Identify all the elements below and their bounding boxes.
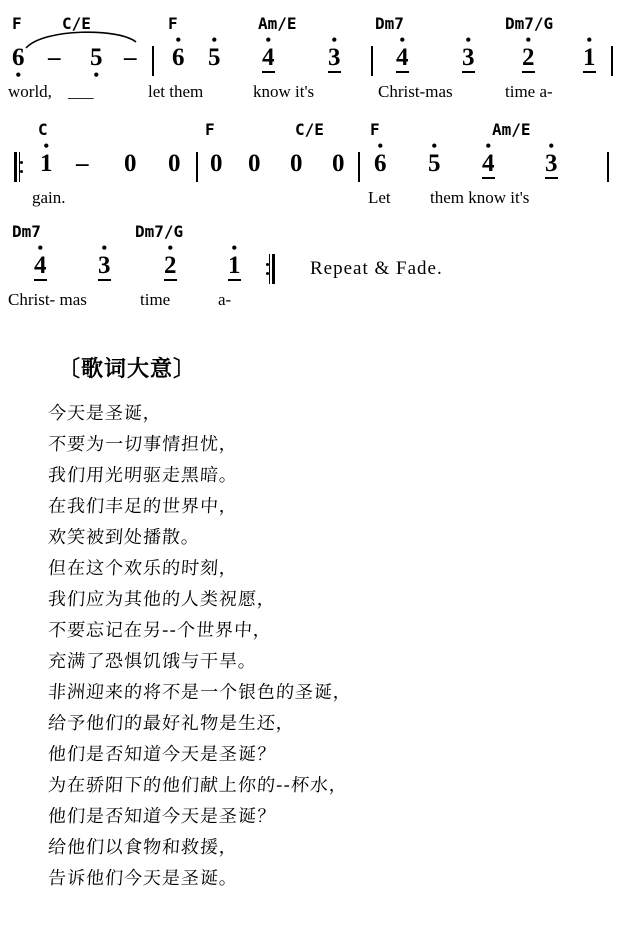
score-area <box>0 0 640 330</box>
translation-line: 他们是否知道今天是圣诞？ <box>47 806 277 827</box>
translation-line: 非洲迎来的将不是一个银色的圣诞， <box>47 682 353 703</box>
chord-symbol: Dm7 <box>12 222 41 241</box>
chord-symbol: F <box>205 120 215 139</box>
barline <box>196 152 198 182</box>
note: • 4 <box>396 32 409 71</box>
chord-row-3 <box>0 222 640 246</box>
note: • 5 <box>90 44 103 84</box>
note-row-1 <box>0 32 640 84</box>
translation-line: 不要忘记在另--个世界中， <box>47 620 273 641</box>
lyric-syllable: time <box>140 290 171 309</box>
note: • 2 <box>522 32 535 71</box>
note-row-3 <box>0 240 640 292</box>
repeat-and-fade-marking: Repeat & Fade. <box>310 258 443 279</box>
note: • 4 <box>482 138 495 177</box>
note-rest: 0 <box>124 150 137 177</box>
note: • 4 <box>262 32 275 71</box>
chord-symbol: F <box>370 120 380 139</box>
lyric-syllable: let them <box>148 82 204 101</box>
barline <box>611 46 613 76</box>
score-system-1 <box>0 0 640 104</box>
lyric-syllable: Christ-mas <box>378 82 453 101</box>
barline <box>371 46 373 76</box>
repeat-end-barline <box>266 254 275 284</box>
lyric-syllable: gain. <box>32 188 66 207</box>
note: • 5 <box>428 138 441 177</box>
note: • 6 <box>12 44 25 84</box>
note: • 3 <box>98 240 111 279</box>
translation-heading: 〔歌词大意〕 <box>58 357 197 382</box>
note: • 1 <box>228 240 241 279</box>
note-dash: – <box>124 44 137 71</box>
translation-line: 为在骄阳下的他们献上你的--杯水， <box>47 775 349 796</box>
score-system-3 <box>0 212 640 322</box>
chord-symbol: Am/E <box>258 14 297 33</box>
note-rest: 0 <box>248 150 261 177</box>
barline <box>152 46 154 76</box>
chord-symbol: F <box>12 14 22 33</box>
translation-line: 但在这个欢乐的时刻， <box>47 558 239 579</box>
note: • 1 <box>40 138 53 177</box>
translation-line: 告诉他们今天是圣诞。 <box>47 868 239 889</box>
chord-symbol: C/E <box>295 120 324 139</box>
lyric-syllable: time a- <box>505 82 553 101</box>
lyric-syllable: Let <box>368 188 391 207</box>
lyric-syllable: world, <box>8 82 52 101</box>
note-rest: 0 <box>332 150 345 177</box>
note-rest: 0 <box>210 150 223 177</box>
translation-line: 在我们丰足的世界中， <box>47 496 239 517</box>
translation-line: 他们是否知道今天是圣诞？ <box>47 744 277 765</box>
translation-line: 我们应为其他的人类祝愿， <box>47 589 277 610</box>
note-dash: – <box>76 150 89 177</box>
note-rest: 0 <box>168 150 181 177</box>
score-system-2 <box>0 104 640 212</box>
chord-symbol: C/E <box>62 14 91 33</box>
translation-line: 欢笑被到处播散。 <box>47 527 201 548</box>
translation-line: 给予他们的最好礼物是生还， <box>47 713 296 734</box>
translation-line: 给他们以食物和救援， <box>47 837 239 858</box>
lyric-extender: ___ <box>68 82 94 101</box>
note: • 1 <box>583 32 596 71</box>
translation-line: 今天是圣诞， <box>47 403 163 424</box>
translation-line: 充满了恐惧饥饿与干旱。 <box>47 651 258 672</box>
chord-row-2 <box>0 120 640 144</box>
barline <box>607 152 609 182</box>
repeat-start-barline <box>14 152 23 182</box>
chord-symbol: C <box>38 120 48 139</box>
lyric-syllable: a- <box>218 290 232 309</box>
chord-symbol: F <box>168 14 178 33</box>
note: • 5 <box>208 32 221 71</box>
chord-symbol: Am/E <box>492 120 531 139</box>
barline <box>358 152 360 182</box>
chord-symbol: Dm7 <box>375 14 404 33</box>
note: • 6 <box>172 32 185 71</box>
chord-symbol: Dm7/G <box>505 14 554 33</box>
translation-line: 不要为一切事情担忧， <box>47 434 239 455</box>
note-rest: 0 <box>290 150 303 177</box>
lyric-syllable: Christ- mas <box>8 290 87 309</box>
note-row-2 <box>0 138 640 190</box>
note: • 6 <box>374 138 387 177</box>
chord-symbol: Dm7/G <box>135 222 184 241</box>
lyric-syllable: know it's <box>253 82 315 101</box>
note: • 4 <box>34 240 47 279</box>
lyric-row-3 <box>0 290 640 318</box>
note: • 3 <box>545 138 558 177</box>
translation-body <box>48 398 608 894</box>
note: • 3 <box>462 32 475 71</box>
note: • 2 <box>164 240 177 279</box>
translation-line: 我们用光明驱走黑暗。 <box>47 465 239 486</box>
note-dash: – <box>48 44 61 71</box>
note: • 3 <box>328 32 341 71</box>
lyric-syllable: them know it's <box>430 188 530 207</box>
